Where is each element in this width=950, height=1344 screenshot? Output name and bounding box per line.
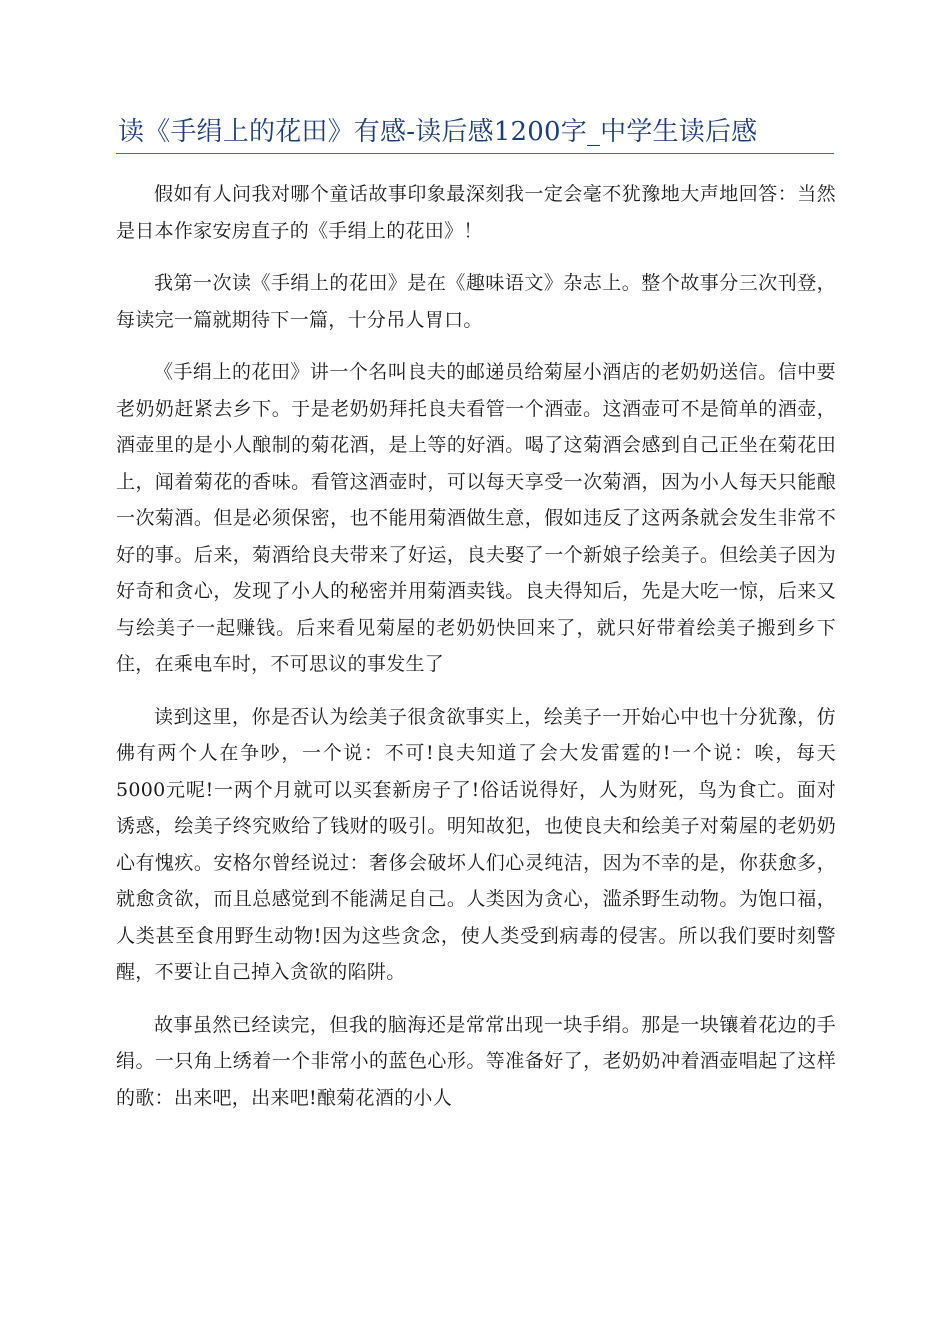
paragraph: 假如有人问我对哪个童话故事印象最深刻我一定会毫不犹豫地大声地回答：当然是日本作家安房直子的《手绢上的花田》！ [116,183,836,242]
paragraph: 我第一次读《手绢上的花田》是在《趣味语文》杂志上。整个故事分三次刊登，每读完一篇就期待下一篇，十分吊人胃口。 [116,272,836,331]
paragraph: 故事虽然已经读完，但我的脑海还是常常出现一块手绢。那是一块镶着花边的手绢。一只角上绣着一个非常小的蓝色心形。等准备好了，老奶奶冲着酒壶唱起了这样的歌：出来吧，出来吧!酿菊花酒的小人 [116,1013,836,1109]
paragraph: 《手绢上的花田》讲一个名叫良夫的邮递员给菊屋小酒店的老奶奶送信。信中要老奶奶赶紧去乡下。于是老奶奶拜托良夫看管一个酒壶。这酒壶可不是简单的酒壶，酒壶里的是小人酿制的菊花酒，是上等的好酒。喝了这菊酒会感到自己正坐在菊花田上，闻着菊花的香味。看管这酒壶时，可以每天享受一次菊酒，因为小人每天只能酿一次菊酒。但是必须保密，也不能用菊酒做生意，假如违反了这两条就会发生非常不好的事。后来，菊酒给良夫带来了好运，良夫娶了一个新娘子绘美子。但绘美子因为好奇和贪心，发现了小人的秘密并用菊酒卖钱。良夫得知后，先是大吃一惊，后来又与绘美子一起赚钱。后来看见菊屋的老奶奶快回来了，就只好带着绘美子搬到乡下住，在乘电车时，不可思议的事发生了 [116,361,836,675]
document-body [116,176,836,1116]
title-underline [116,153,834,154]
paragraph: 读到这里，你是否认为绘美子很贪欲事实上，绘美子一开始心中也十分犹豫，仿佛有两个人在争吵，一个说：不可!良夫知道了会大发雷霆的!一个说：唉，每天5000元呢!一两个月就可以买套新房子了!俗话说得好，人为财死，鸟为食亡。面对诱惑，绘美子终究败给了钱财的吸引。明知故犯，也使良夫和绘美子对菊屋的老奶奶心有愧疚。安格尔曾经说过：奢侈会破坏人们心灵纯洁，因为不幸的是，你获愈多，就愈贪欲，而且总感觉到不能满足自己。人类因为贪心，滥杀野生动物。为饱口福，人类甚至食用野生动物!因为这些贪念，使人类受到病毒的侵害。所以我们要时刻警醒，不要让自己掉入贪欲的陷阱。 [116,705,836,983]
document-title: 读《手绢上的花田》有感-读后感1200字_中学生读后感 [118,117,758,147]
